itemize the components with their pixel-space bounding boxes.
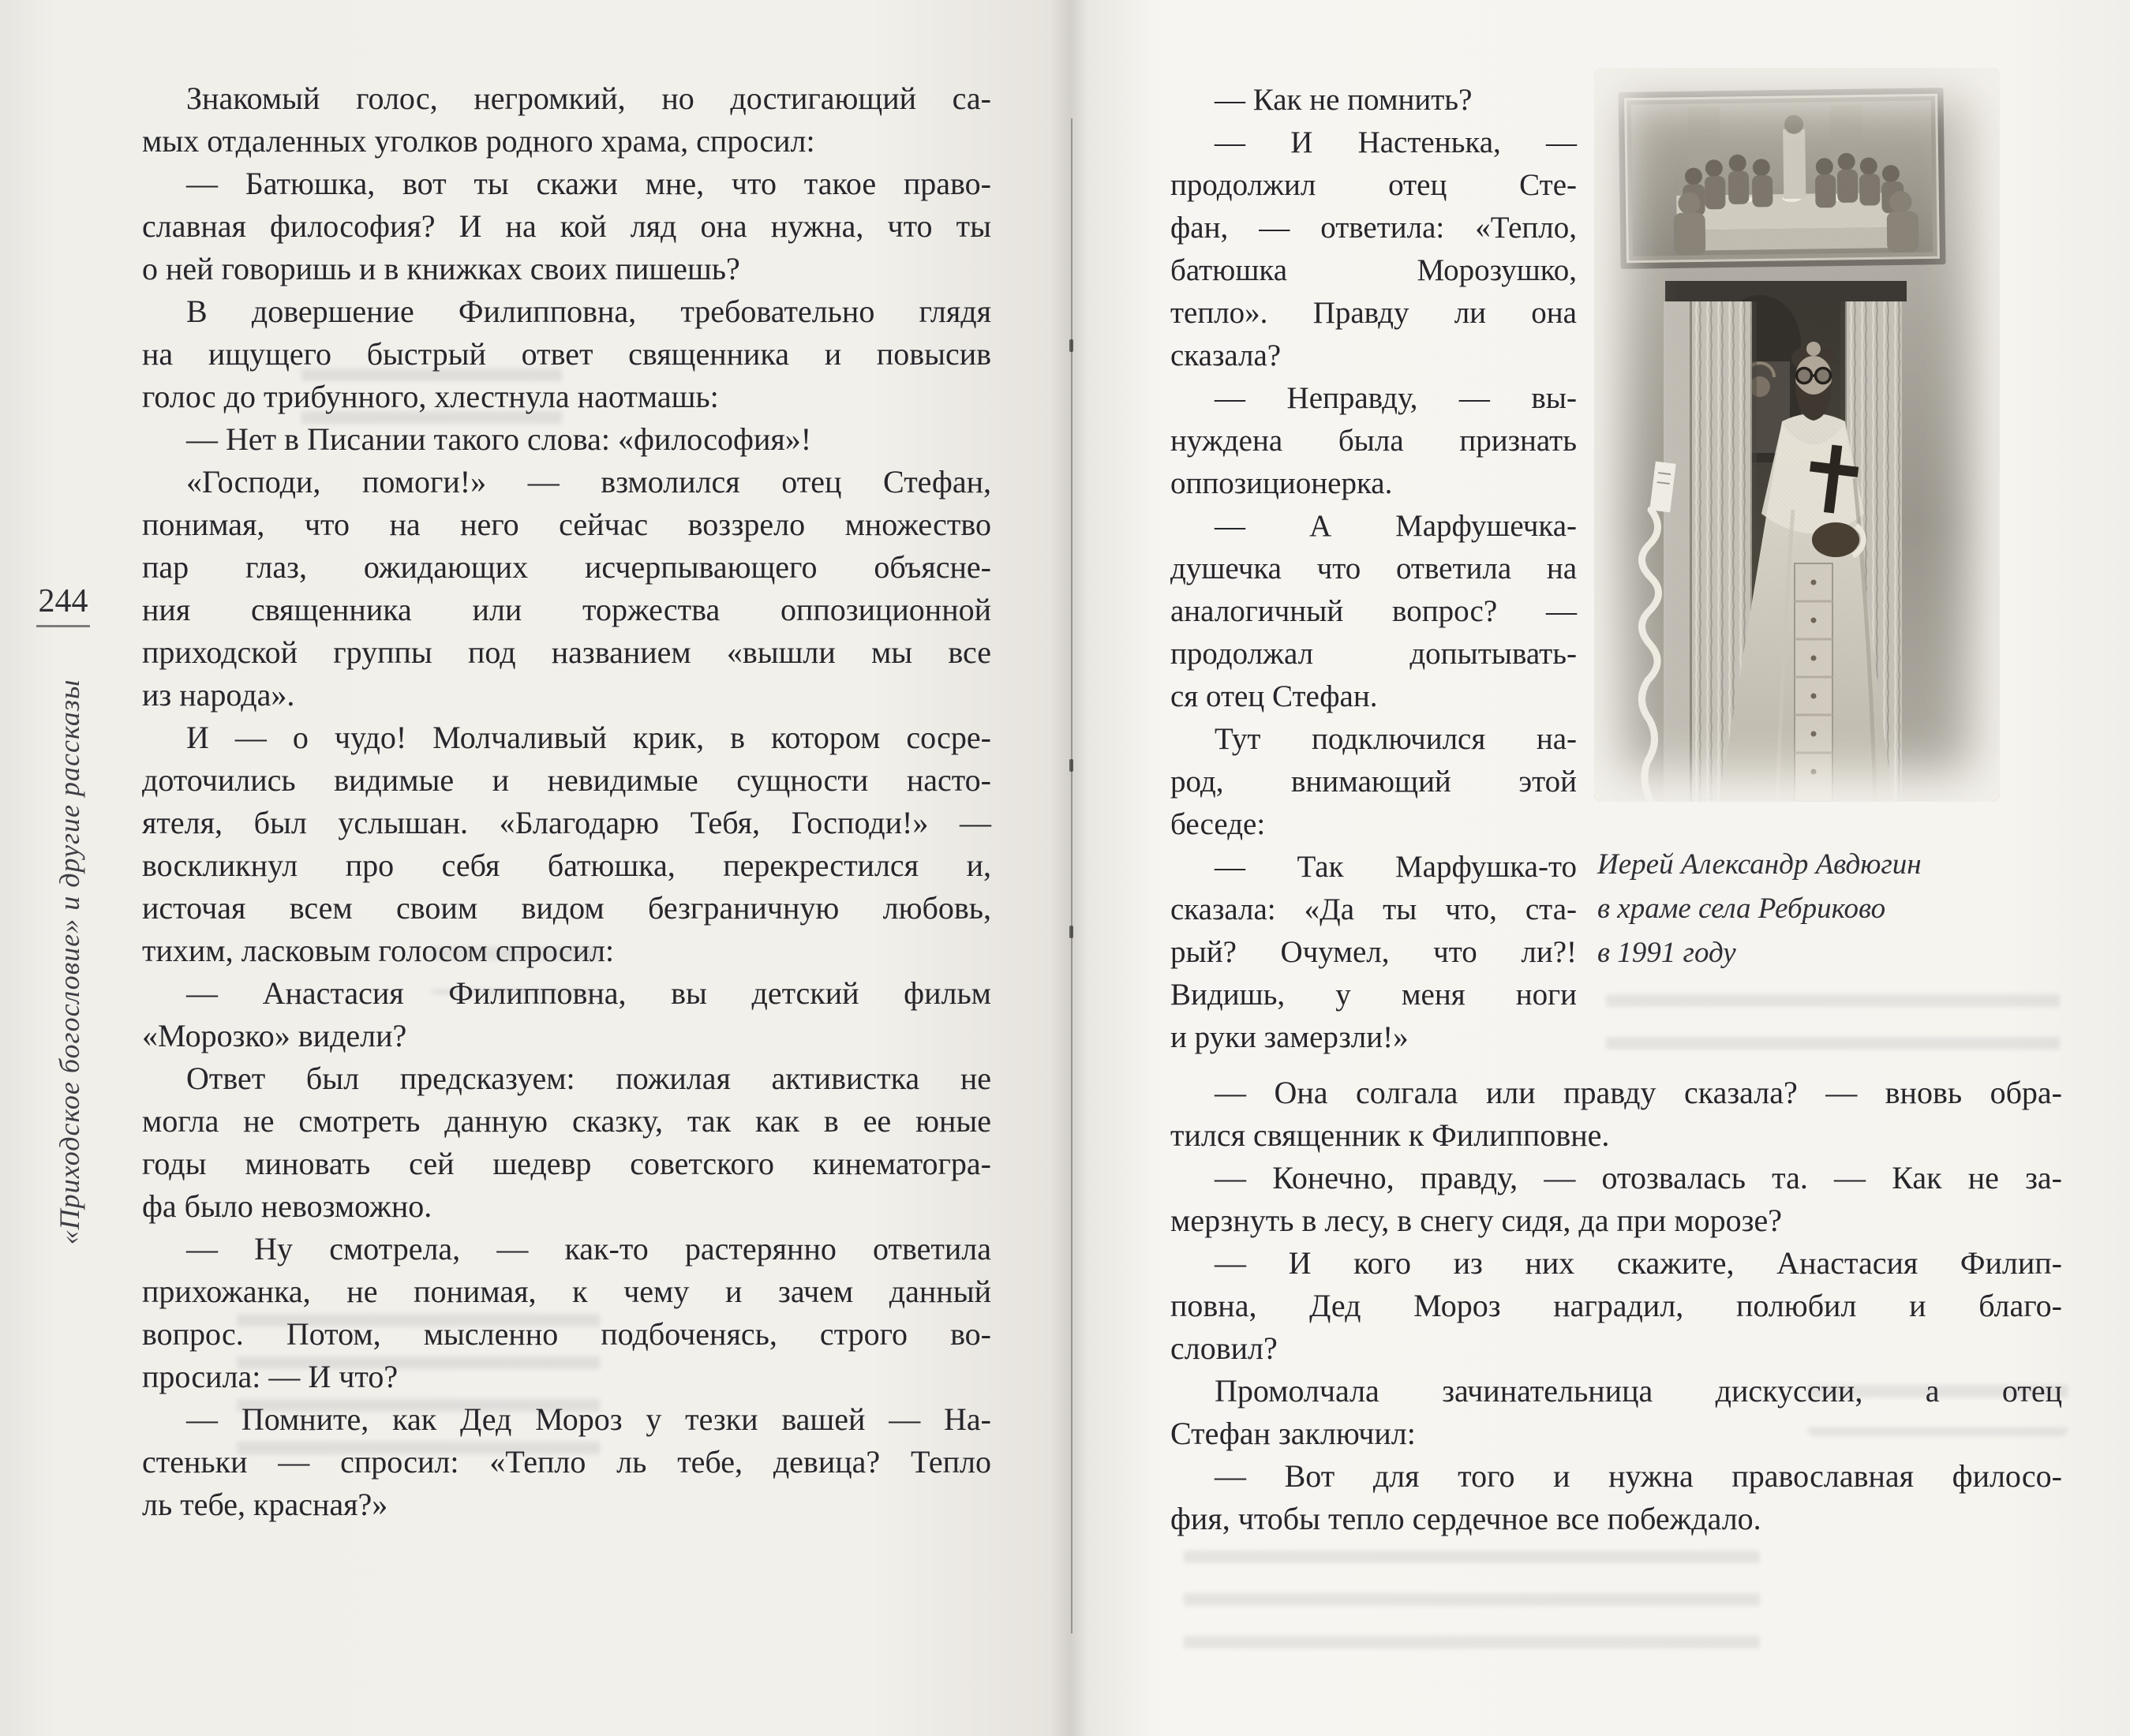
text-line: род, внимающий этой <box>1170 765 1577 799</box>
text-line: стеньки — спросил: «Тепло ль тебе, девица? Тепло <box>142 1444 991 1480</box>
text-line: голос до трибунного, хлестнула наотмашь: <box>142 379 719 414</box>
text-line: ль тебе, красная?» <box>142 1487 388 1522</box>
text-line: душечка что ответила на <box>1170 552 1577 586</box>
text-line: из народа». <box>142 677 295 713</box>
text-line: — А Марфушечка- <box>1215 509 1577 543</box>
binding-stitch <box>1069 339 1073 352</box>
text-line: — Помните, как Дед Мороз у тезки вашей — На- <box>186 1401 991 1437</box>
text-line: и руки замерзли!» <box>1170 1020 1409 1054</box>
photo-illustration <box>1594 68 2000 802</box>
text-line: тепло». Правду ли она <box>1170 296 1577 330</box>
text-line: — Конечно, правду, — отозвалась та. — Как не за- <box>1215 1160 2062 1195</box>
text-line: — Она солгала или правду сказала? — вновь обра- <box>1215 1075 2062 1110</box>
text-line: ятеля, был услышан. «Благодарю Тебя, Господи!» — <box>142 805 991 840</box>
text-line: пар глаз, ожидающих исчерпывающего объясне- <box>142 549 991 585</box>
text-line: — Нет в Писании такого слова: «философия»! <box>186 421 812 457</box>
text-line: понимая, что на него сейчас воззрело множество <box>142 507 991 542</box>
last-supper-painting <box>1618 88 1945 269</box>
photo-caption <box>1597 843 2023 975</box>
text-line: Иерей Александр Авдюгин <box>1597 848 1922 881</box>
text-line: сказала? <box>1170 339 1282 372</box>
bleed-through <box>430 935 600 994</box>
text-line: в 1991 году <box>1597 937 1736 969</box>
text-line: славная философия? И на кой ляд она нужна, что ты <box>142 208 991 244</box>
text-line: годы миновать сей шедевр советского кинематогра- <box>142 1146 991 1181</box>
text-line: могла не смотреть данную сказку, так как в ее юные <box>142 1103 991 1139</box>
binding-stitch <box>1069 759 1073 772</box>
text-line: тился священник к Филипповне. <box>1170 1117 1610 1153</box>
text-line: беседе: <box>1170 807 1266 841</box>
text-line: прихожанка, не понимая, к чему и зачем данный <box>142 1274 991 1309</box>
text-line: мерзнуть в лесу, в снегу сидя, да при морозе? <box>1170 1203 1782 1238</box>
text-line: Ответ был предсказуем: пожилая активистка не <box>186 1061 991 1096</box>
text-line: продолжал допытывать- <box>1170 637 1577 671</box>
text-line: нуждена была признать <box>1170 424 1577 458</box>
bleed-through <box>237 1302 600 1472</box>
text-line: воскликнул про себя батюшка, перекрестился и, <box>142 847 991 883</box>
text-line: — Батюшка, вот ты скажи мне, что такое право- <box>186 166 991 201</box>
text-line: просила: — И что? <box>142 1359 399 1394</box>
text-line: В довершение Филипповна, требовательно глядя <box>186 294 991 329</box>
text-line: — И кого из них скажите, Анастасия Филип- <box>1215 1245 2062 1281</box>
text-line: — Вот для того и нужна православная филосо- <box>1215 1458 2062 1494</box>
text-line: «Морозко» видели? <box>142 1018 407 1053</box>
text-line: вопрос. Потом, мысленно подбоченясь, строго во- <box>142 1316 991 1352</box>
hand <box>1812 522 1859 557</box>
vestment-band <box>1795 563 1832 802</box>
text-line: приходской группы под названием «вышли мы все <box>142 634 991 670</box>
text-line: Видишь, у меня ноги <box>1170 978 1577 1012</box>
photo-priest-in-church <box>1594 68 2000 802</box>
text-line: ся отец Стефан. <box>1170 679 1378 713</box>
text-line: доточились видимые и невидимые сущности насто- <box>142 762 991 798</box>
text-line: Тут подключился на- <box>1215 722 1577 756</box>
text-line: — Неправду, — вы- <box>1215 381 1577 415</box>
text-line: на ищущего быстрый ответ священника и повысив <box>142 336 991 372</box>
bleed-through <box>1184 1539 1760 1677</box>
text-line: продолжил отец Сте- <box>1170 168 1577 202</box>
bleed-through <box>301 357 562 436</box>
text-line: мых отдаленных уголков родного храма, спросил: <box>142 123 815 159</box>
right-text-column-narrow <box>1170 79 1577 1059</box>
bleed-through <box>1606 982 2060 1069</box>
text-line: — Ну смотрела, — как-то растерянно ответила <box>186 1231 991 1266</box>
text-line: «Господи, помоги!» — взмолился отец Стефан, <box>186 464 991 499</box>
text-line: — Так Марфушка-то <box>1215 850 1577 884</box>
text-line: Стефан заключил: <box>1170 1416 1416 1451</box>
text-line: — И Настенька, — <box>1215 125 1577 159</box>
text-line: фия, чтобы тепло сердечное все побеждало. <box>1170 1501 1761 1536</box>
text-line: Знакомый голос, негромкий, но достигающий са- <box>186 80 991 116</box>
text-line: — Анастасия Филипповна, вы детский фильм <box>186 975 991 1011</box>
text-line: аналогичный вопрос? — <box>1170 594 1577 628</box>
text-line: — Как не помнить? <box>1215 83 1473 117</box>
text-line: фан, — ответила: «Тепло, <box>1170 211 1577 245</box>
page-number: 244 <box>38 583 88 619</box>
text-line: И — о чудо! Молчаливый крик, в котором сосре- <box>186 720 991 755</box>
text-line: рый? Очумел, что ли?! <box>1170 935 1577 969</box>
margin-running-title: «Приходское богословие» и другие рассказы <box>54 679 85 1245</box>
text-line: Промолчала зачинательница дискуссии, а отец <box>1215 1373 2062 1409</box>
page-number-rule <box>36 625 90 627</box>
text-line: источая всем своим видом безграничную любовь, <box>142 890 991 926</box>
bleed-through <box>1807 1373 2068 1436</box>
text-line: сказала: «Да ты что, ста- <box>1170 892 1577 926</box>
text-line: оппозиционерка. <box>1170 466 1393 500</box>
text-line: тихим, ласковым голосом спросил: <box>142 933 615 968</box>
text-line: ния священника или торжества оппозиционной <box>142 592 991 627</box>
text-line: в храме села Ребриково <box>1597 892 1886 925</box>
text-line: словил? <box>1170 1330 1278 1366</box>
text-line: батюшка Морозушко, <box>1170 253 1577 287</box>
text-line: о ней говоришь и в книжках своих пишешь? <box>142 251 740 286</box>
right-text-column-full <box>1170 1072 2062 1540</box>
text-line: повна, Дед Мороз наградил, полюбил и благо- <box>1170 1288 2062 1323</box>
text-line: фа было невозможно. <box>142 1188 432 1224</box>
binding-stitch <box>1069 926 1073 938</box>
